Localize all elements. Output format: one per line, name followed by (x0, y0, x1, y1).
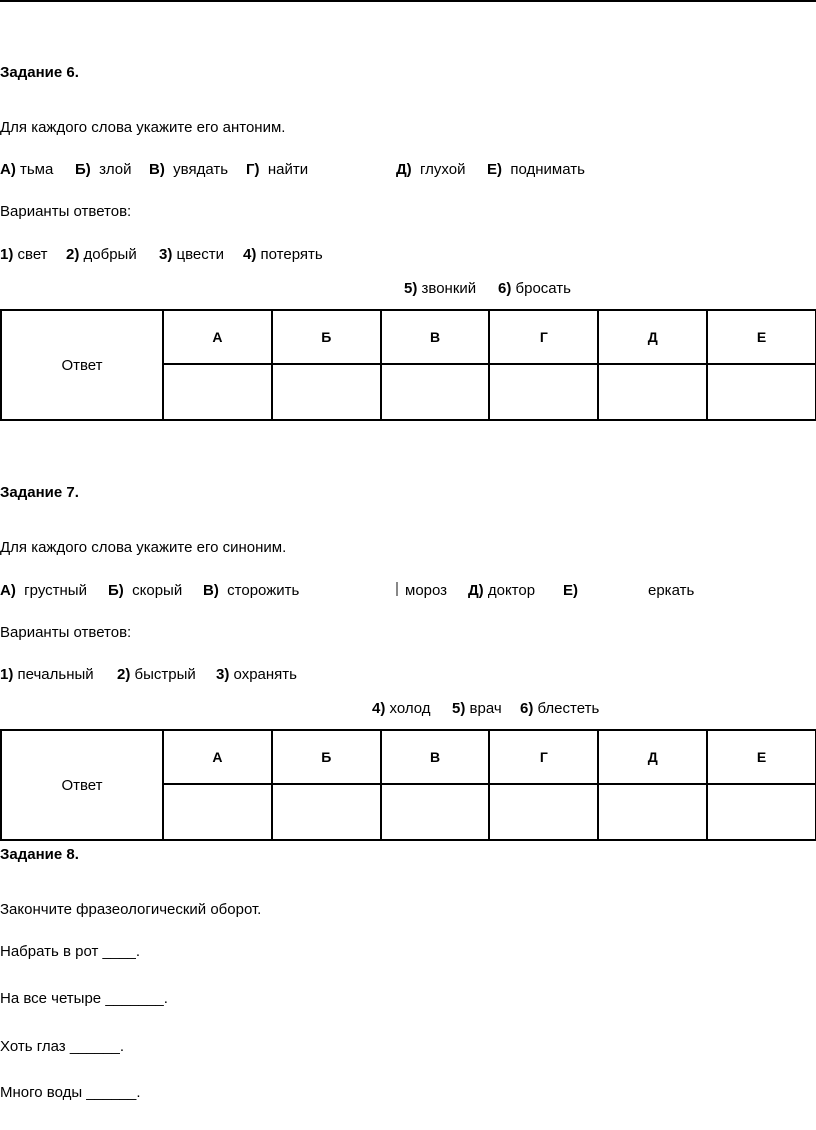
task8-title: Задание 8. (0, 846, 79, 863)
answer-header: Д (598, 310, 707, 364)
task8-instruction: Закончите фразеологический оборот. (0, 901, 262, 918)
task8-item: Хоть глаз ______. (0, 1038, 125, 1055)
task7-word-d: Д) доктор (468, 582, 536, 599)
task7-option-1: 1) печальный (0, 666, 94, 683)
task7-word-e: еркать (648, 582, 695, 599)
task6-word-b: Б) злой (75, 161, 132, 178)
task6-option-2: 2) добрый (66, 246, 137, 263)
task7-title: Задание 7. (0, 484, 79, 501)
task7-word-v: В) сторожить (203, 582, 300, 599)
task6-option-6: 6) бросать (498, 280, 571, 297)
answer-header: В (381, 310, 490, 364)
answer-cell[interactable] (707, 364, 816, 420)
task7-answer-table (0, 729, 816, 841)
task6-word-g: Г) найти (246, 161, 309, 178)
answer-header: Б (272, 730, 381, 784)
answer-header: Г (489, 730, 598, 784)
answer-header: Е (707, 730, 816, 784)
answer-cell[interactable] (272, 364, 381, 420)
task7-word-g: мороз (405, 582, 448, 599)
answer-header: Б (272, 310, 381, 364)
task6-word-e: Е) поднимать (487, 161, 585, 178)
answer-cell[interactable] (272, 784, 381, 840)
task8-item: На все четыре _______. (0, 990, 168, 1007)
task7-option-3: 3) охранять (216, 666, 297, 683)
answer-cell[interactable] (489, 364, 598, 420)
answer-cell[interactable] (163, 784, 272, 840)
answer-cell[interactable] (163, 364, 272, 420)
answer-header: Д (598, 730, 707, 784)
task8-item: Много воды ______. (0, 1084, 141, 1101)
task7-instruction: Для каждого слова укажите его синоним. (0, 539, 287, 556)
task7-word-a: А) грустный (0, 582, 87, 599)
task7-word-b: Б) скорый (108, 582, 183, 599)
task7-option-4: 4) холод (372, 700, 431, 717)
answer-label: Ответ (1, 310, 163, 420)
answer-cell[interactable] (381, 784, 490, 840)
task6-title: Задание 6. (0, 64, 79, 81)
answer-header: В (381, 730, 490, 784)
task7-word-e-letter: Е) (563, 582, 578, 599)
answer-header: А (163, 730, 272, 784)
task6-word-d: Д) глухой (396, 161, 466, 178)
task7-option-6: 6) блестеть (520, 700, 600, 717)
top-border-line (0, 0, 816, 2)
answer-header: Е (707, 310, 816, 364)
answer-cell[interactable] (707, 784, 816, 840)
task6-option-4: 4) потерять (243, 246, 323, 263)
text-fragment-mark (396, 582, 398, 596)
task7-option-5: 5) врач (452, 700, 502, 717)
task6-option-3: 3) цвести (159, 246, 224, 263)
answer-cell[interactable] (381, 364, 490, 420)
word: тьма (20, 161, 54, 178)
task7-option-2: 2) быстрый (117, 666, 196, 683)
answer-header: А (163, 310, 272, 364)
answer-cell[interactable] (489, 784, 598, 840)
task7-variants-title: Варианты ответов: (0, 624, 132, 641)
task6-option-1: 1) свет (0, 246, 48, 263)
word-letter: А) (0, 161, 16, 178)
task8-item: Набрать в рот ____. (0, 943, 141, 960)
task6-variants-title: Варианты ответов: (0, 203, 132, 220)
task6-answer-table (0, 309, 816, 421)
answer-header: Г (489, 310, 598, 364)
task6-words (0, 161, 53, 179)
task6-option-5: 5) звонкий (404, 280, 477, 297)
answer-cell[interactable] (598, 364, 707, 420)
task6-word-v: В) увядать (149, 161, 229, 178)
answer-cell[interactable] (598, 784, 707, 840)
task6-instruction: Для каждого слова укажите его антоним. (0, 119, 286, 136)
answer-label: Ответ (1, 730, 163, 840)
